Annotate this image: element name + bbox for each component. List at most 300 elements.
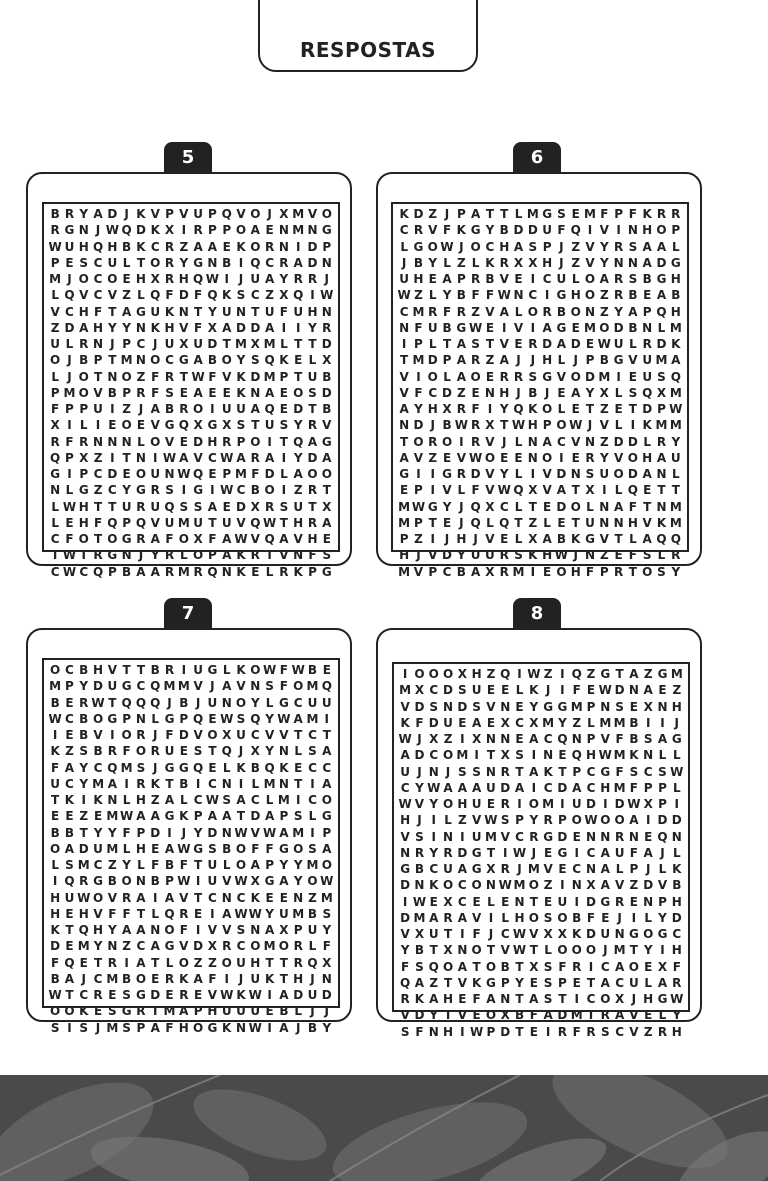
grid-letter: O (570, 304, 581, 319)
grid-letter: M (669, 418, 682, 433)
grid-letter: J (110, 337, 115, 352)
grid-letter: C (136, 337, 146, 352)
grid-letter: V (322, 418, 332, 433)
grid-letter: D (250, 369, 261, 384)
grid-letter: A (279, 825, 289, 840)
grid-letter: L (308, 353, 317, 368)
grid-letter: N (443, 829, 454, 844)
grid-letter: L (587, 715, 595, 730)
grid-letter: T (279, 434, 288, 449)
grid-letter: T (571, 483, 580, 498)
grid-letter: J (631, 992, 637, 1007)
grid-letter: R (500, 764, 510, 779)
grid-letter: R (136, 776, 146, 791)
grid-letter: Q (571, 667, 582, 682)
grid-letter: W (234, 532, 248, 547)
grid-letter: E (529, 975, 538, 990)
grid-letter: N (321, 971, 332, 986)
grid-letter: U (207, 874, 218, 889)
grid-letter: K (222, 1020, 232, 1035)
grid-letter: E (428, 272, 437, 287)
grid-letter: C (308, 760, 317, 775)
grid-letter: A (164, 890, 175, 905)
grid-letter: J (488, 927, 494, 942)
grid-letter: N (399, 418, 410, 433)
grid-letter: Z (443, 732, 453, 747)
grid-letter: V (485, 467, 495, 482)
grid-letter: V (400, 829, 410, 844)
grid-letter: S (193, 744, 203, 759)
grid-letter: O (428, 667, 439, 682)
grid-letter: I (124, 776, 129, 791)
grid-letter: A (656, 239, 667, 254)
grid-letter: D (586, 894, 596, 909)
puzzle-number-tab: 6 (513, 142, 561, 174)
grid-row (48, 825, 334, 841)
grid-letter: O (321, 207, 332, 222)
grid-letter: C (615, 975, 624, 990)
grid-letter: N (613, 255, 624, 270)
grid-letter: T (443, 927, 453, 942)
grid-letter: Y (415, 780, 424, 795)
grid-letter: P (414, 337, 423, 352)
grid-letter: X (557, 927, 568, 942)
grid-letter: H (93, 923, 104, 938)
grid-letter: N (513, 288, 524, 303)
grid-letter: S (79, 255, 89, 270)
grid-row (398, 894, 684, 910)
grid-letter: M (570, 699, 583, 714)
grid-letter: V (513, 320, 524, 335)
grid-letter: U (207, 695, 218, 710)
grid-letter: R (293, 939, 303, 954)
grid-letter: C (399, 223, 409, 238)
grid-letter: G (600, 764, 611, 779)
grid-letter: E (643, 288, 652, 303)
grid-row (48, 760, 334, 776)
grid-letter: I (460, 829, 465, 844)
grid-letter: Y (400, 943, 410, 958)
grid-letter: F (51, 955, 60, 970)
grid-letter: G (600, 667, 611, 682)
grid-letter: N (221, 825, 232, 840)
grid-letter: L (629, 337, 637, 352)
grid-letter: U (585, 515, 595, 530)
grid-letter: O (321, 858, 332, 873)
grid-letter: I (195, 923, 201, 938)
grid-letter: L (471, 255, 480, 270)
grid-letter: F (471, 402, 480, 417)
grid-letter: H (443, 1024, 454, 1039)
grid-letter: B (164, 402, 175, 417)
grid-letter: I (401, 337, 407, 352)
grid-letter: X (250, 499, 260, 514)
grid-letter: S (236, 923, 246, 938)
grid-letter: B (456, 564, 466, 579)
grid-letter: E (279, 385, 288, 400)
grid-letter: G (543, 699, 554, 714)
grid-letter: X (528, 255, 538, 270)
grid-letter: H (671, 1024, 682, 1039)
grid-letter: U (64, 890, 75, 905)
grid-letter: T (136, 906, 146, 921)
grid-letter: V (414, 797, 425, 812)
grid-letter: N (399, 320, 410, 335)
grid-letter: L (251, 776, 260, 791)
grid-letter: E (65, 939, 74, 954)
grid-letter: N (527, 434, 538, 449)
grid-letter: Q (293, 434, 304, 449)
grid-letter: X (528, 532, 538, 547)
grid-letter: A (193, 971, 203, 986)
grid-row (48, 450, 334, 466)
grid-letter: I (560, 667, 565, 682)
grid-letter: I (474, 748, 479, 763)
grid-letter: Z (456, 255, 466, 270)
grid-letter: Y (585, 385, 595, 400)
grid-letter: E (500, 532, 509, 547)
grid-letter: I (67, 418, 72, 433)
grid-letter: F (122, 744, 131, 759)
grid-letter: D (93, 679, 104, 694)
grid-letter: J (310, 971, 315, 986)
grid-letter: A (64, 760, 75, 775)
grid-letter: L (443, 255, 451, 270)
grid-letter: W (597, 337, 611, 352)
grid-letter: D (585, 369, 595, 384)
grid-letter: A (222, 906, 232, 921)
grid-letter: V (193, 679, 203, 694)
grid-letter: Y (529, 813, 539, 828)
grid-letter: A (642, 532, 652, 547)
grid-letter: A (264, 450, 275, 465)
grid-letter: Q (400, 975, 411, 990)
grid-letter: I (95, 418, 101, 433)
grid-letter: O (92, 890, 104, 905)
grid-letter: I (530, 272, 536, 287)
grid-row (48, 938, 334, 954)
grid-letter: O (442, 667, 454, 682)
grid-letter: C (136, 939, 146, 954)
grid-letter: R (656, 207, 667, 222)
grid-row (398, 829, 684, 845)
grid-letter: R (164, 369, 175, 384)
grid-letter: E (501, 683, 510, 698)
grid-letter: O (121, 728, 132, 743)
grid-letter: A (471, 780, 482, 795)
grid-letter: U (107, 679, 118, 694)
grid-letter: N (321, 255, 332, 270)
grid-row (48, 857, 334, 873)
grid-letter: E (628, 369, 637, 384)
grid-letter: F (251, 841, 260, 856)
grid-letter: Z (150, 793, 160, 808)
grid-row (397, 304, 683, 320)
grid-letter: B (150, 663, 160, 678)
grid-letter: M (599, 715, 612, 730)
grid-letter: S (265, 679, 274, 694)
grid-row (48, 531, 334, 547)
grid-letter: O (442, 959, 454, 974)
grid-row (48, 955, 334, 971)
grid-letter: P (586, 699, 596, 714)
grid-letter: R (164, 548, 175, 563)
grid-letter: Z (122, 288, 131, 303)
grid-letter: Q (92, 239, 104, 254)
grid-letter: G (585, 532, 595, 547)
grid-letter: L (501, 910, 510, 925)
grid-letter: O (442, 878, 454, 893)
grid-letter: T (93, 532, 103, 547)
grid-letter: Y (79, 207, 89, 222)
grid-letter: E (501, 894, 510, 909)
grid-row (398, 764, 684, 780)
grid-letter: S (472, 764, 481, 779)
grid-letter: S (458, 683, 467, 698)
grid-letter: N (293, 890, 304, 905)
grid-letter: L (79, 418, 88, 433)
grid-letter: E (65, 255, 74, 270)
grid-letter: S (193, 499, 203, 514)
grid-letter: M (306, 858, 319, 873)
grid-letter: E (472, 1008, 481, 1023)
grid-letter: K (529, 683, 539, 698)
grid-letter: P (456, 272, 466, 287)
grid-letter: C (672, 927, 682, 942)
grid-letter: P (208, 548, 217, 563)
grid-letter: Q (150, 288, 161, 303)
grid-letter: Y (265, 906, 274, 921)
grid-letter: L (544, 943, 552, 958)
grid-row (397, 287, 683, 303)
grid-letter: N (50, 483, 61, 498)
grid-letter: I (645, 813, 651, 828)
grid-letter: N (584, 434, 596, 449)
grid-letter: U (93, 841, 103, 856)
grid-letter: S (122, 988, 131, 1003)
grid-letter: R (164, 255, 175, 270)
grid-letter: N (628, 829, 639, 844)
grid-letter: D (307, 255, 318, 270)
grid-letter: C (65, 663, 74, 678)
grid-letter: S (515, 748, 524, 763)
grid-letter: P (414, 483, 423, 498)
grid-letter: O (78, 385, 89, 400)
grid-letter: M (412, 353, 425, 368)
grid-letter: B (572, 910, 582, 925)
grid-letter: S (165, 483, 174, 498)
grid-letter: C (308, 728, 317, 743)
grid-letter: V (150, 207, 160, 222)
grid-letter: I (530, 467, 536, 482)
grid-letter: S (236, 288, 246, 303)
grid-letter: H (93, 663, 104, 678)
grid-letter: R (93, 988, 103, 1003)
grid-letter: Y (122, 858, 131, 873)
grid-letter: T (93, 955, 103, 970)
grid-letter: M (292, 906, 305, 921)
grid-letter: H (207, 434, 218, 449)
grid-letter: R (671, 207, 681, 222)
grid-letter: P (279, 809, 289, 824)
grid-letter: R (250, 450, 260, 465)
grid-letter: Z (456, 385, 466, 400)
grid-letter: A (629, 667, 639, 682)
grid-row (398, 796, 684, 812)
grid-letter: M (399, 683, 412, 698)
grid-letter: R (657, 1024, 668, 1039)
grid-letter: V (457, 1008, 467, 1023)
grid-letter: N (250, 385, 261, 400)
grid-letter: L (65, 337, 74, 352)
grid-letter: S (471, 337, 480, 352)
grid-letter: X (472, 732, 482, 747)
grid-letter: A (629, 813, 639, 828)
grid-letter: D (613, 320, 624, 335)
grid-letter: Y (456, 548, 466, 563)
grid-letter: S (643, 732, 653, 747)
grid-letter: V (207, 923, 218, 938)
grid-letter: U (150, 304, 161, 319)
grid-letter: X (656, 385, 667, 400)
grid-letter: A (429, 992, 439, 1007)
grid-letter: A (279, 532, 289, 547)
grid-letter: E (122, 467, 131, 482)
grid-letter: W (62, 548, 77, 563)
grid-letter: X (79, 450, 89, 465)
grid-letter: X (513, 255, 524, 270)
grid-letter: P (293, 923, 303, 938)
grid-letter: W (48, 988, 62, 1003)
grid-letter: D (570, 337, 581, 352)
grid-letter: K (456, 223, 466, 238)
grid-letter: B (50, 825, 60, 840)
grid-letter: S (628, 239, 638, 254)
grid-letter: Q (135, 515, 147, 530)
grid-letter: Q (193, 760, 204, 775)
grid-letter: N (457, 943, 468, 958)
grid-letter: Q (264, 353, 275, 368)
grid-letter: R (499, 564, 509, 579)
grid-letter: I (430, 467, 435, 482)
grid-letter: W (454, 418, 468, 433)
grid-letter: E (279, 890, 288, 905)
grid-letter: M (77, 939, 90, 954)
grid-letter: L (65, 483, 74, 498)
grid-letter: J (573, 353, 578, 368)
grid-letter: N (307, 223, 318, 238)
grid-letter: I (267, 434, 272, 449)
grid-letter: I (531, 780, 537, 795)
grid-letter: G (278, 841, 289, 856)
grid-letter: T (308, 337, 317, 352)
grid-letter: Q (121, 223, 132, 238)
grid-letter: A (164, 793, 175, 808)
grid-letter: T (79, 548, 88, 563)
grid-letter: I (559, 450, 564, 465)
grid-letter: N (599, 515, 610, 530)
grid-letter: D (207, 825, 218, 840)
grid-letter: I (152, 1004, 158, 1019)
grid-letter: B (50, 971, 60, 986)
grid-letter: Z (79, 809, 89, 824)
grid-letter: H (670, 304, 681, 319)
grid-letter: W (191, 369, 205, 384)
grid-row (48, 662, 334, 678)
grid-letter: Z (672, 683, 682, 698)
grid-letter: D (656, 337, 667, 352)
grid-letter: L (122, 841, 131, 856)
grid-row (48, 206, 334, 222)
grid-letter: L (658, 1008, 667, 1023)
grid-letter: Z (571, 255, 581, 270)
grid-letter: U (279, 906, 289, 921)
grid-letter: G (600, 894, 611, 909)
grid-letter: T (629, 943, 638, 958)
grid-letter: L (51, 499, 59, 514)
grid-letter: J (459, 515, 464, 530)
grid-letter: E (208, 385, 217, 400)
grid-letter: B (322, 402, 332, 417)
grid-letter: M (413, 910, 426, 925)
grid-letter: Z (193, 955, 203, 970)
grid-letter: Y (429, 845, 439, 860)
puzzle-card (26, 172, 352, 579)
grid-letter: I (181, 483, 187, 498)
grid-letter: A (529, 764, 539, 779)
grid-letter: N (107, 939, 118, 954)
grid-letter: O (542, 402, 553, 417)
grid-letter: W (497, 288, 511, 303)
grid-letter: V (107, 890, 117, 905)
grid-letter: I (281, 450, 287, 465)
grid-letter: L (51, 515, 59, 530)
grid-letter: S (108, 1004, 117, 1019)
grid-letter: X (657, 959, 668, 974)
grid-letter: H (178, 272, 189, 287)
grid-letter: O (135, 971, 147, 986)
grid-row (398, 975, 684, 991)
grid-letter: L (294, 744, 303, 759)
grid-letter: W (554, 548, 569, 563)
grid-letter: C (457, 894, 467, 909)
grid-letter: B (122, 971, 132, 986)
grid-letter: O (92, 711, 104, 726)
grid-letter: W (598, 683, 612, 698)
grid-letter: Y (322, 923, 332, 938)
grid-letter: I (402, 667, 408, 682)
grid-letter: C (79, 564, 89, 579)
grid-letter: Q (557, 732, 568, 747)
grid-letter: I (616, 223, 621, 238)
grid-letter: O (528, 910, 539, 925)
grid-letter: T (443, 975, 453, 990)
grid-letter: K (179, 809, 189, 824)
grid-letter: O (557, 910, 568, 925)
grid-letter: V (556, 369, 567, 384)
grid-letter: D (614, 683, 625, 698)
grid-letter: U (236, 955, 246, 970)
grid-letter: F (151, 385, 160, 400)
grid-letter: A (671, 353, 681, 368)
grid-letter: F (615, 764, 624, 779)
grid-letter: N (150, 923, 161, 938)
grid-letter: L (443, 369, 451, 384)
grid-letter: R (572, 959, 582, 974)
grid-letter: N (135, 874, 146, 889)
grid-letter: Y (671, 434, 681, 449)
grid-letter: W (91, 695, 105, 710)
